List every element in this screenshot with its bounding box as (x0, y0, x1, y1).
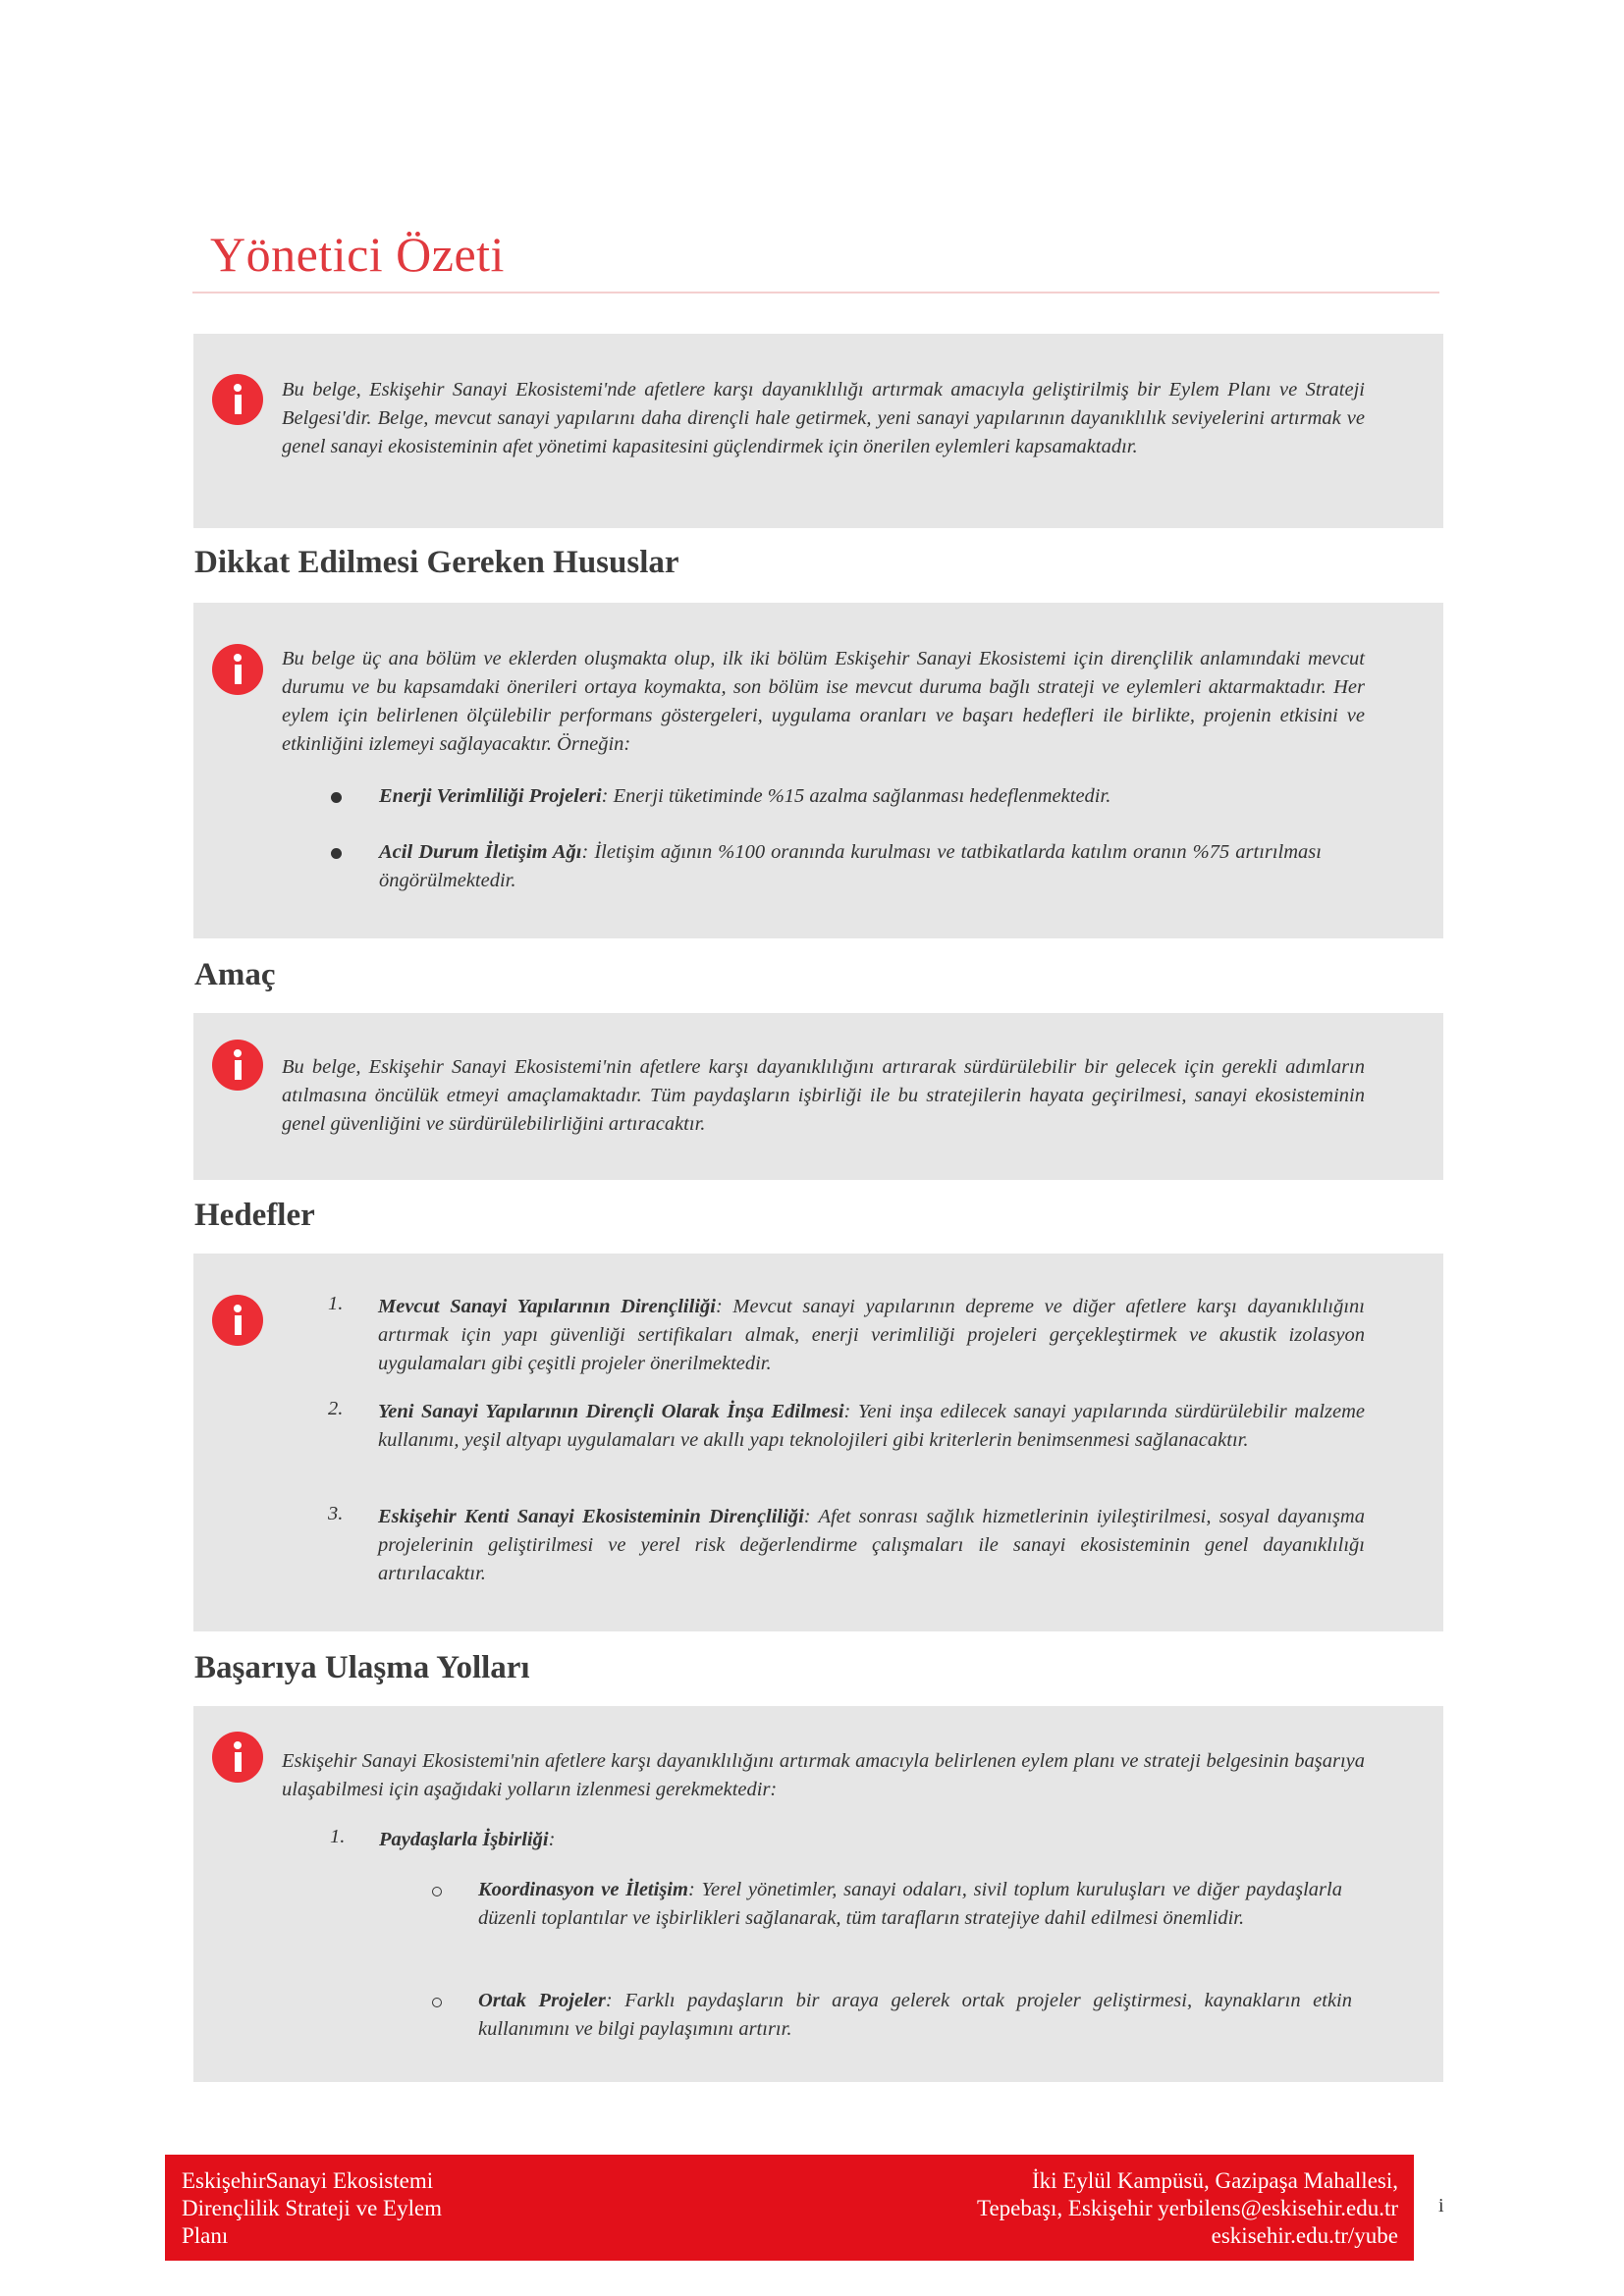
list-item-title: Yeni Sanayi Yapılarının Dirençli Olarak İnşa Edilmesi (378, 1401, 844, 1422)
purpose-heading: Amaç (194, 957, 276, 992)
list-item (378, 1293, 1365, 1378)
list-number: 1. (328, 1293, 344, 1314)
footer-document-title: EskişehirSanayi Ekosistemi Dirençlilik Strateji ve Eylem Planı (182, 2168, 443, 2248)
list-item-text: : Enerji tüketiminde %15 azalma sağlanması hedeflenmektedir. (601, 785, 1111, 807)
info-icon (212, 1040, 263, 1091)
sub-list-item-title: Ortak Projeler (478, 1990, 606, 2011)
info-icon (212, 1295, 263, 1346)
circle-bullet (432, 1887, 442, 1896)
sub-list-item-text: : Yerel yönetimler, sanayi odaları, sivil toplum kuruluşları ve diğer paydaşlarla düzenli toplantılar ve işbirlikleri sağlanarak, tüm tarafların stratejiye dahil edilmesi önemlidir. (478, 1879, 1342, 1929)
list-item-text: : İletişim ağının %100 oranında kurulması ve tatbikatlarda katılım oranın %75 artırılması öngörülmektedir. (379, 841, 1322, 891)
list-item (379, 838, 1322, 895)
list-item-text: : Yeni inşa edilecek sanayi yapılarında sürdürülebilir malzeme kullanımı, yeşil altyapı uygulamaları ve akıllı yapı teknolojileri gibi kriterlerin benimsenmesi sağlanacaktır. (378, 1401, 1365, 1451)
list-item-title: Acil Durum İletişim Ağı (379, 841, 582, 863)
summary-text: Bu belge, Eskişehir Sanayi Ekosistemi'nde afetlere karşı dayanıklılığı artırmak amacıyla geliştirilmiş bir Eylem Planı ve Strateji Belgesi'dir. Belge, mevcut sanayi yapılarını daha dirençli hale getirmek, yeni sanayi yapılarının dayanıklılık seviyelerini artırmak ve genel sanayi ekosisteminin afet yönetimi kapasitesini güçlendirmek için önerilen eylemleri kapsamaktadır. (282, 379, 1365, 457)
list-item-title: Eskişehir Kenti Sanayi Ekosisteminin Dirençliliği (378, 1506, 804, 1527)
success-heading: Başarıya Ulaşma Yolları (194, 1650, 530, 1685)
goals-heading: Hedefler (194, 1198, 315, 1233)
list-number: 3. (328, 1503, 344, 1524)
list-item-title: Paydaşlarla İşbirliği (379, 1829, 549, 1850)
page-number: i (1438, 2195, 1444, 2216)
title-divider (192, 292, 1439, 294)
info-icon (212, 644, 263, 695)
list-item-text: : Afet sonrası sağlık hizmetlerinin iyileştirilmesi, sosyal dayanışma projelerinin geliştirilmesi ve yerel risk değerlendirme çalışmaları ile sanayi ekosisteminin genel dayanıklılığı artırılacaktır. (378, 1506, 1365, 1584)
list-item-text: : Mevcut sanayi yapılarının depreme ve diğer afetlere karşı dayanıklılığını artırmak için yapı güvenliği sertifikaları almak, enerji verimliliği projeleri gerçekleştirmek ve akustik izolasyon uygulamaları gibi çeşitli projeler önerilmektedir. (378, 1296, 1366, 1374)
sub-list-item (478, 1876, 1342, 1933)
considerations-text: Bu belge üç ana bölüm ve eklerden oluşmakta olup, ilk iki bölüm Eskişehir Sanayi Ekosistemi için dirençlilik anlamındaki mevcut durumu ve bu kapsamdaki önerileri ortaya koymakta, son bölüm ise mevcut duruma bağlı strateji ve eylemleri aktarmaktadır. Her eylem için belirlenen ölçülebilir performans göstergeleri, uygulama oranları ve başarı hedefleri ile birlikte, projenin etkisini ve etkinliğini izlemeyi sağlayacaktır. Örneğin: (282, 648, 1365, 755)
list-item (378, 1503, 1365, 1588)
list-number: 2. (328, 1398, 344, 1419)
list-item-text: : (548, 1829, 556, 1850)
sub-list-item (478, 1987, 1352, 2044)
bullet (331, 792, 342, 803)
success-text: Eskişehir Sanayi Ekosistemi'nin afetlere karşı dayanıklılığını artırmak amacıyla belirlenen eylem planı ve strateji belgesinin başarıya ulaşabilmesi için aşağıdaki yolların izlenmesi gerekmektedir: (282, 1750, 1365, 1800)
list-item-title: Mevcut Sanayi Yapılarının Dirençliliği (378, 1296, 716, 1317)
sub-list-item-text: : Farklı paydaşların bir araya gelerek ortak projeler geliştirmesi, kaynakların etkin kullanımını ve bilgi paylaşımını artırır. (478, 1990, 1353, 2040)
list-item (379, 782, 1361, 811)
page-title: Yönetici Özeti (210, 226, 505, 282)
footer-contact: İki Eylül Kampüsü, Gazipaşa Mahallesi, Tepebaşı, Eskişehir yerbilens@eskisehir.edu.tr eskisehir.edu.tr/yube (977, 2168, 1398, 2248)
list-item (379, 1826, 1164, 1854)
considerations-heading: Dikkat Edilmesi Gereken Hususlar (194, 545, 679, 580)
list-item (378, 1398, 1365, 1455)
bullet (331, 848, 342, 859)
sub-list-item-title: Koordinasyon ve İletişim (478, 1879, 688, 1900)
info-icon (212, 374, 263, 425)
list-item-title: Enerji Verimliliği Projeleri (379, 785, 602, 807)
info-icon (212, 1732, 263, 1783)
purpose-text: Bu belge, Eskişehir Sanayi Ekosistemi'nin afetlere karşı dayanıklılığını artırarak sürdürülebilir bir gelecek için gerekli adımların atılmasına öncülük etmeyi amaçlamaktadır. Tüm paydaşların işbirliği ile bu stratejilerin hayata geçirilmesi, sanayi ekosisteminin genel güvenliğini ve sürdürülebilirliğini artıracaktır. (282, 1056, 1365, 1135)
circle-bullet (432, 1998, 442, 2007)
list-number: 1. (330, 1826, 346, 1847)
page-footer (165, 2155, 1414, 2261)
